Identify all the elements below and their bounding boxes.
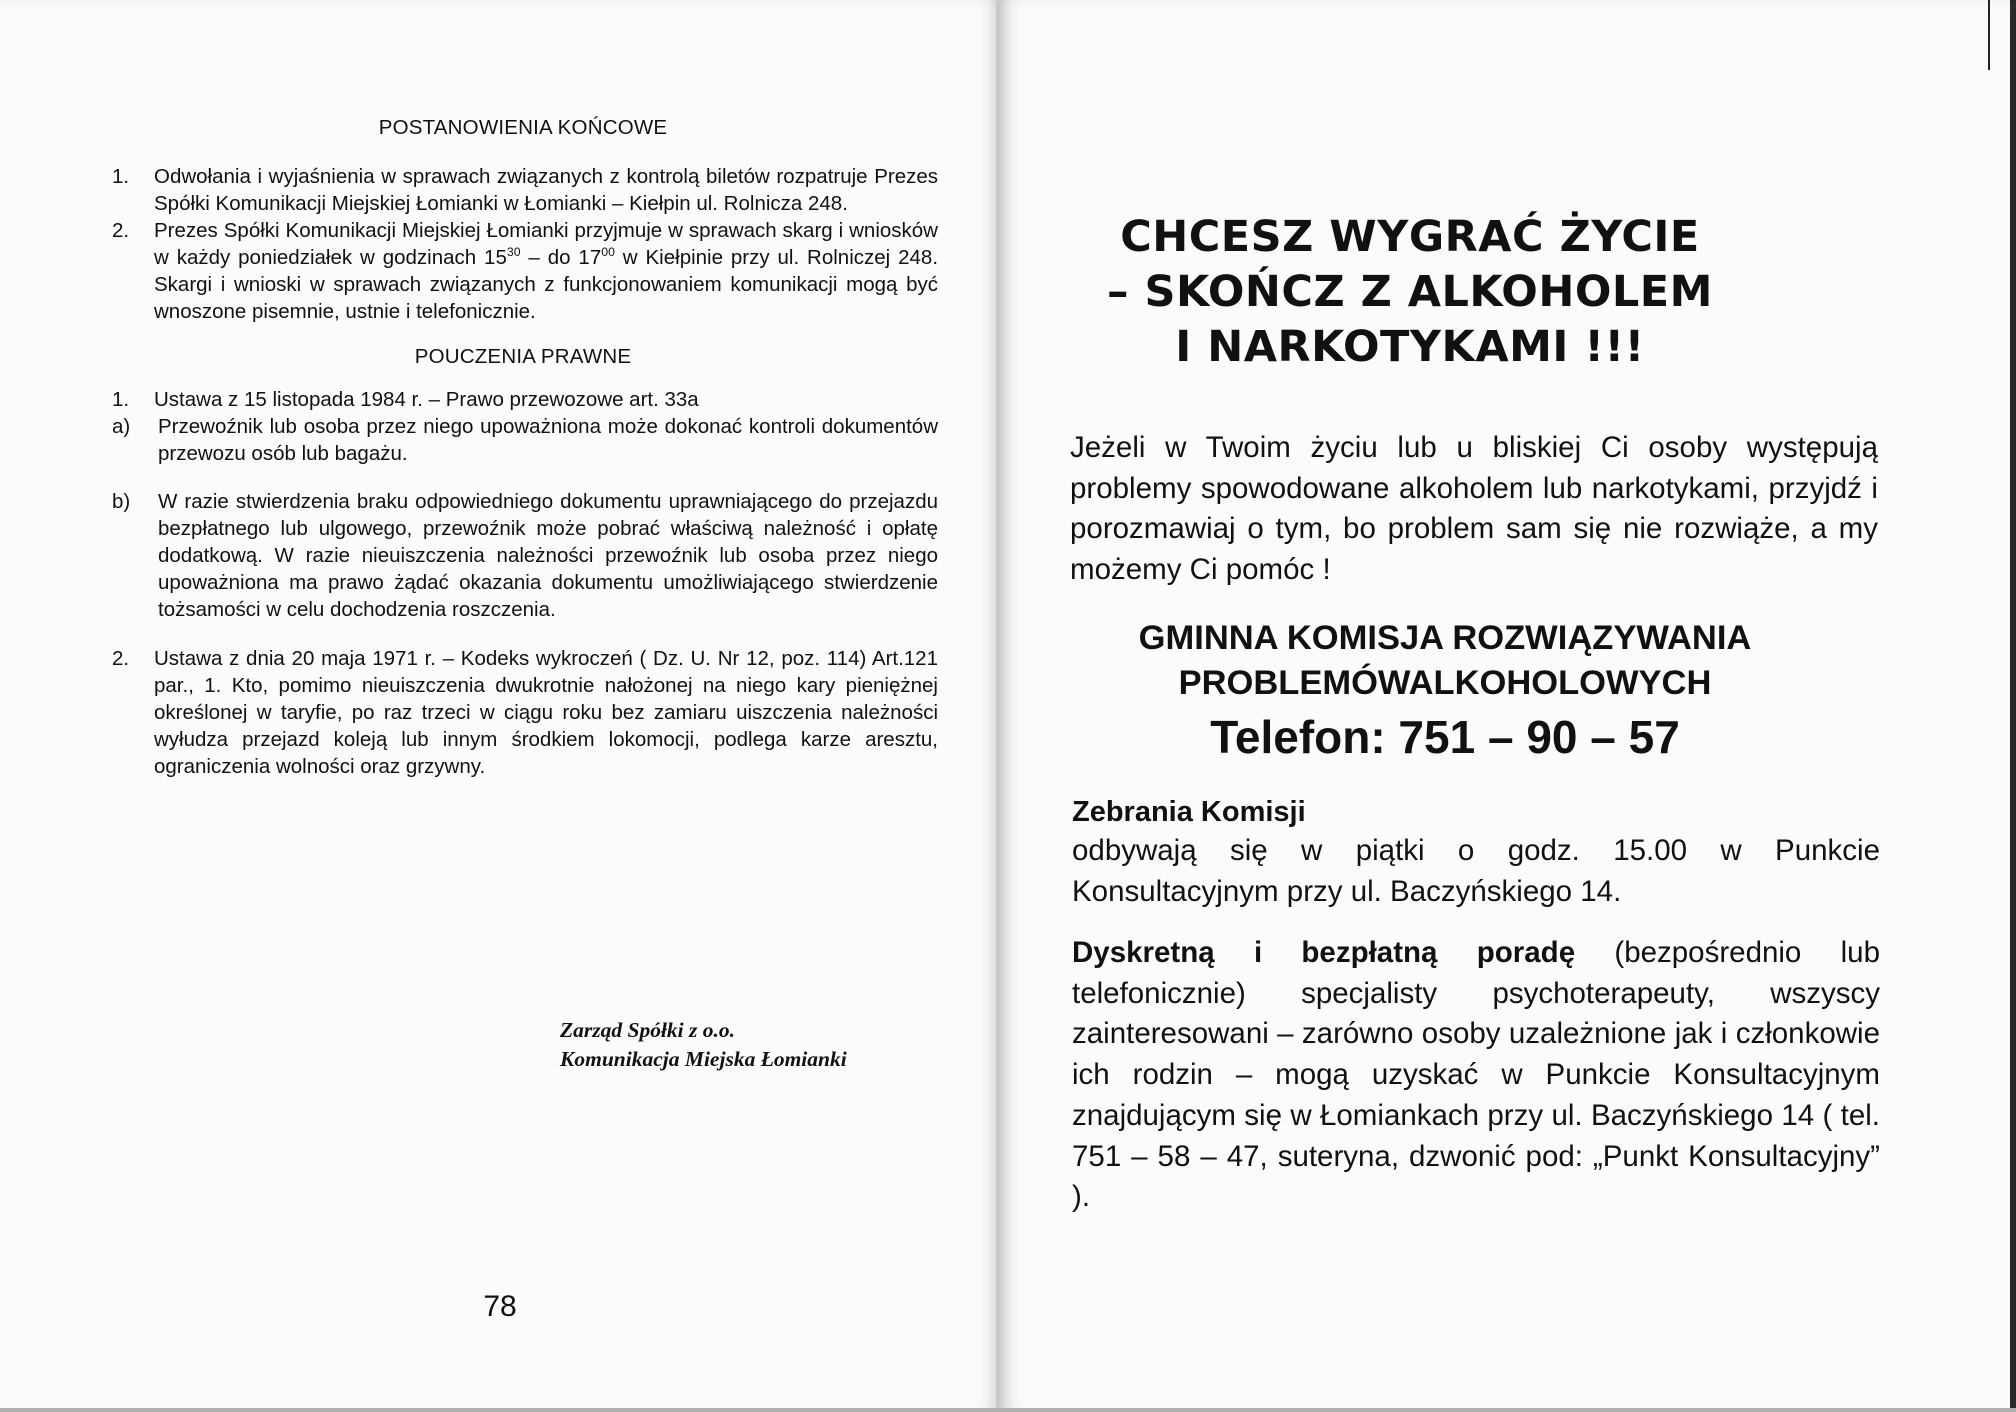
item-text: Ustawa z dnia 20 maja 1971 r. – Kodeks wykroczeń ( Dz. U. Nr 12, poz. 114) Art.121 par., 1. Kto, pomimo nieuiszczenia dwukrotnie nałożonej na niego kary pieniężnej określonej w taryfie, po raz trzeci w ciągu roku bez zamiaru uiszczenia należności wyłudza przejazd koleją lub innym środkiem lokomocji, podlega karze aresztu, ograniczenia wolności oraz grzywny. [154, 646, 938, 778]
item-text: Odwołania i wyjaśnienia w sprawach związanych z kontrolą biletów rozpatruje Prezes Spółki Komunikacji Miejskiej Łomianki w Łomianki – Kiełpin ul. Rolnicza 248. [154, 165, 938, 216]
legal-notice-sub-b [108, 488, 938, 623]
sub-item-letter: a) [112, 415, 131, 439]
sub-item-text: Przewoźnik lub osoba przez niego upoważniona może dokonać kontroli dokumentów przewozu osób lub bagażu. [158, 415, 938, 466]
item-text-part: w Kiełpinie przy ul. Rolniczej 248. Skargi i wnioski w sprawach związanych z funkcjonowaniem komunikacji mogą być wnoszone pisemnie, ustnie i telefonicznie. [154, 246, 939, 324]
signature-line-2: Komunikacja Miejska Łomianki [560, 1047, 847, 1072]
sub-item-letter: b) [112, 489, 131, 513]
page-number: 78 [483, 1290, 517, 1323]
item-number: 2. [112, 646, 130, 670]
campaign-headline [1000, 210, 1820, 375]
headline-line-2: – SKOŃCZ Z ALKOHOLEM [1107, 267, 1713, 318]
signature-line-1: Zarząd Spółki z o.o. [560, 1018, 736, 1042]
sub-item-text: W razie stwierdzenia braku odpowiedniego dokumentu uprawniającego do przejazdu bezpłatnego lub ulgowego, przewoźnik może pobrać właściwą należność i opłatę dodatkową. W razie nieuiszczenia należności przewoźnik lub osoba przez niego upoważniona ma prawo żądać okazania dokumentu umożliwiającego stwierdzenie tożsamości w celu dochodzenia roszczenia. [158, 489, 938, 621]
commission-phone: Telefon: 751 – 90 – 57 [1210, 711, 1680, 763]
legal-notice-item-2 [108, 645, 938, 780]
item-number: 1. [112, 165, 130, 189]
item-text-part: Prezes Spółki Komunikacji Miejskiej Łomianki przyjmuje w sprawach skarg i wniosków w każdy poniedziałek w godzinach 15 [154, 219, 938, 270]
scan-artifact [1988, 0, 1990, 70]
meetings-text: odbywają się w piątki o godz. 15.00 w Punkcie Konsultacyjnym przy ul. Baczyńskiego 14. [1072, 834, 1880, 908]
item-number: 2. [112, 219, 130, 243]
headline-line-3: I NARKOTYKAMI !!! [1175, 322, 1645, 373]
intro-paragraph: Jeżeli w Twoim życiu lub u bliskiej Ci osoby występują problemy spowodowane alkoholem lub narkotykami, przyjdź i porozmawiaj o tym, bo problem sam się nie rozwiąże, a my możemy Ci pomóc ! [1070, 431, 1878, 587]
legal-notice-item-1 [108, 386, 938, 413]
time-superscript: 30 [506, 245, 521, 260]
section-title-legal-notices: POUCZENIA PRAWNE [414, 345, 632, 369]
commission-name-line-1: GMINNA KOMISJA ROZWIĄZYWANIA [1138, 619, 1752, 657]
commission-name-line-2: PROBLEMÓWALKOHOLOWYCH [1178, 663, 1712, 702]
signature-block [560, 1016, 940, 1074]
headline-line-1: CHCESZ WYGRAĆ ŻYCIE [1120, 212, 1700, 262]
scan-edge-right [2010, 0, 2016, 1412]
final-provision-item-1 [108, 163, 938, 217]
item-number: 1. [112, 388, 130, 412]
advice-bold-lead: Dyskretną i bezpłatną poradę [1072, 936, 1576, 969]
advice-paragraph [1072, 933, 1880, 1218]
item-text: Ustawa z 15 listopada 1984 r. – Prawo przewozowe art. 33a [154, 388, 699, 412]
time-superscript: 00 [601, 245, 615, 260]
advice-text: (bezpośrednio lub telefonicznie) specjalisty psychoterapeuty, wszyscy zainteresowani – zarówno osoby uzależnione jak i członkowie ich rodzin – mogą uzyskać w Punkcie Konsultacyjnym znajdującym się w Łomiankach przy ul. Baczyńskiego 14 ( tel. 751 – 58 – 47, suteryna, dzwonić pod: „Punkt Konsultacyjny” ). [1072, 936, 1880, 1214]
section-title-final-provisions: POSTANOWIENIA KOŃCOWE [378, 116, 668, 139]
left-page-content [108, 114, 938, 780]
meetings-heading: Zebrania Komisji [1072, 796, 1306, 828]
final-provision-item-2 [108, 217, 938, 325]
scan-edge-bottom [0, 1408, 2016, 1412]
item-text-part: – do 17 [520, 246, 602, 270]
commission-name [1000, 616, 1890, 706]
left-page [0, 0, 1000, 1412]
legal-notice-sub-a [108, 413, 938, 467]
